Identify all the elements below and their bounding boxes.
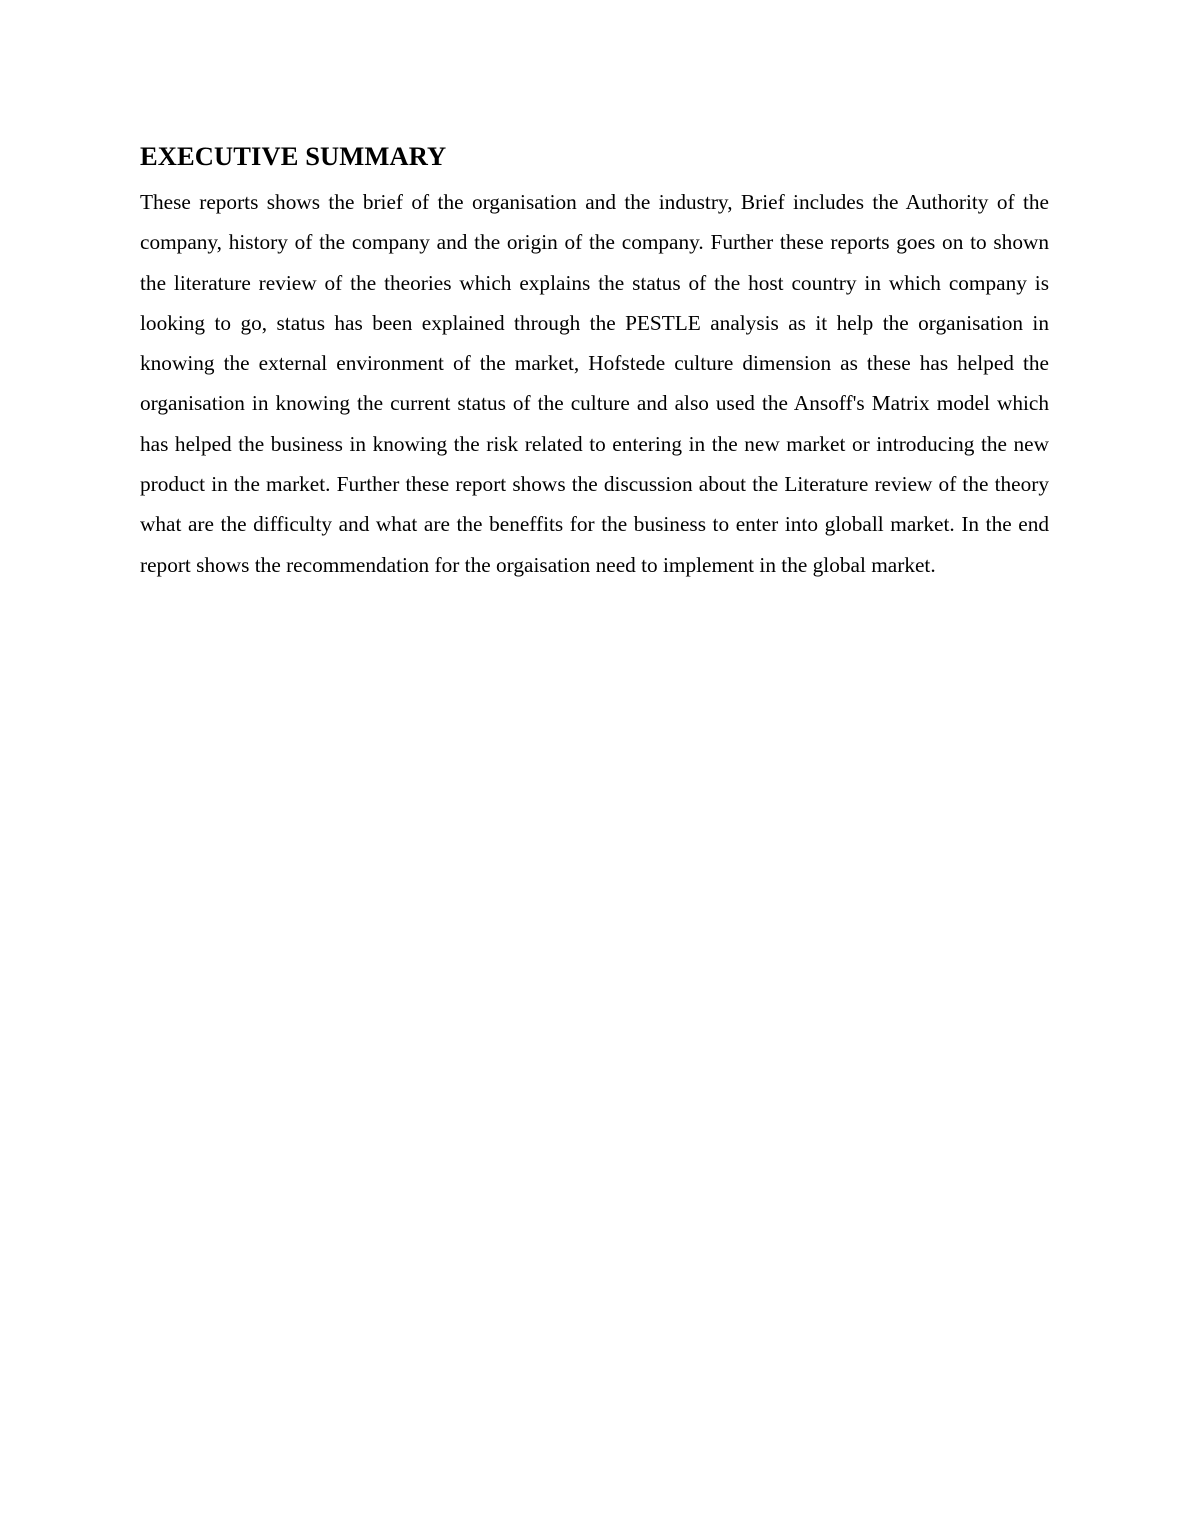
summary-paragraph: These reports shows the brief of the organisation and the industry, Brief includes the Authority of the company, history of the company and the origin of the company. Further these reports goes on to shown the literature review of the theories which explains the status of the host country in which company is looking to go, status has been explained through the PESTLE analysis as it help the organisation in knowing the external environment of the market, Hofstede culture dimension as these has helped the organisation in knowing the current status of the culture and also used the Ansoff's Matrix model which has helped the business in knowing the risk related to entering in the new market or introducing the new product in the market. Further these report shows the discussion about the Literature review of the theory what are the difficulty and what are the beneffits for the business to enter into globall market. In the end report shows the recommendation for the orgaisation need to implement in the global market. (140, 190, 1049, 577)
document-content (140, 138, 1049, 585)
section-heading: EXECUTIVE SUMMARY (140, 141, 447, 171)
